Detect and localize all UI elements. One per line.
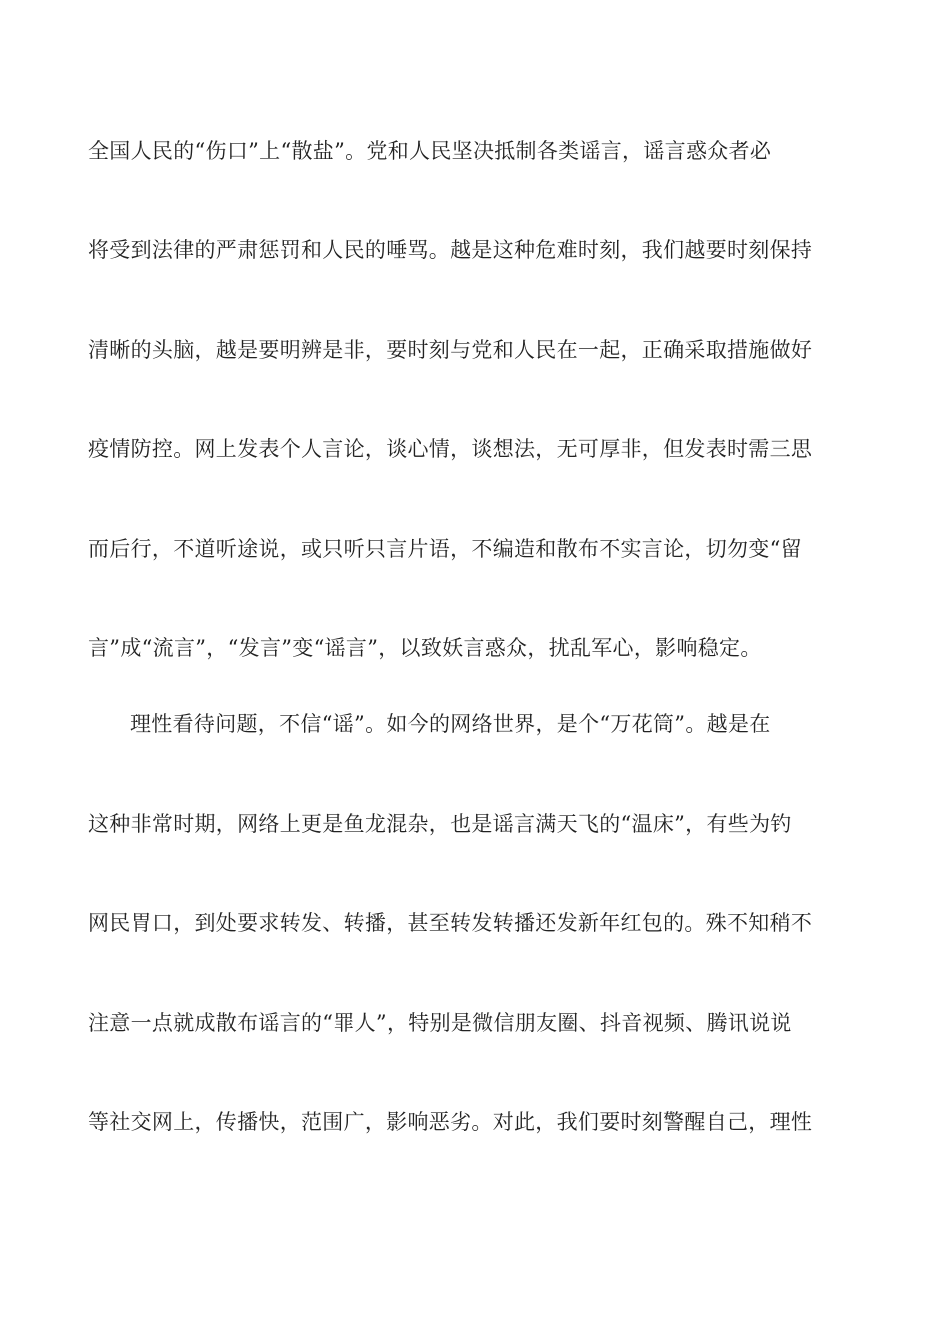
text-line: 这种非常时期，网络上更是鱼龙混杂，也是谣言满天飞的“温床”，有些为钓 [88,812,792,836]
text-line: 将受到法律的严肃惩罚和人民的唾骂。越是这种危难时刻，我们越要时刻保持 [88,238,813,262]
text-line: 疫情防控。网上发表个人言论，谈心情，谈想法，无可厚非，但发表时需三思 [88,437,813,461]
paragraph-first-line: 理性看待问题，不信“谣”。如今的网络世界，是个“万花筒”。越是在 [130,712,771,736]
text-line: 全国人民的“伤口”上“散盐”。党和人民坚决抵制各类谣言，谣言惑众者必 [88,139,772,163]
text-line: 清晰的头脑，越是要明辨是非，要时刻与党和人民在一起，正确采取措施做好 [88,338,813,362]
text-line: 而后行，不道听途说，或只听只言片语，不编造和散布不实言论，切勿变“留 [88,537,802,561]
text-line: 网民胃口，到处要求转发、转播，甚至转发转播还发新年红包的。殊不知稍不 [88,911,813,935]
text-line: 注意一点就成散布谣言的“罪人”，特别是微信朋友圈、抖音视频、腾讯说说 [88,1011,792,1035]
text-line: 等社交网上，传播快，范围广，影响恶劣。对此，我们要时刻警醒自己，理性 [88,1110,813,1134]
text-line: 言”成“流言”，“发言”变“谣言”，以致妖言惑众，扰乱军心，影响稳定。 [88,636,762,660]
